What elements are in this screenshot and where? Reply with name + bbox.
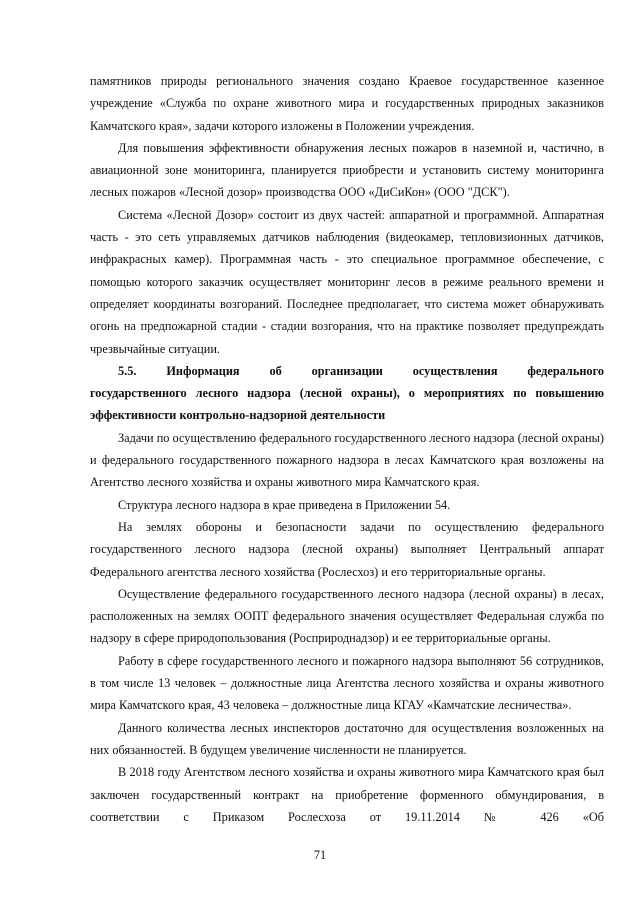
paragraph-7: На землях обороны и безопасности задачи по осуществлению федерального государственного лесного надзора (лесной охраны) выполняет Центральный аппарат Федерального агентства лесного хозяйства (Рослесхоз) и его территориальные органы. xyxy=(90,519,604,579)
heading-word: осуществления xyxy=(412,363,498,378)
paragraph-10: Данного количества лесных инспекторов достаточно для осуществления возложенных на них обязанностей. В будущем увеличение численности не планируется. xyxy=(90,720,604,757)
heading-word: об xyxy=(269,363,282,378)
heading-word: Информация xyxy=(166,363,240,378)
paragraph-6: Структура лесного надзора в крае приведена в Приложении 54. xyxy=(118,497,451,512)
paragraph-11: В 2018 году Агентством лесного хозяйства и охраны животного мира Камчатского края был заключен государственный контракт на приобретение форменного обмундирования, в соответствии с Приказом Рослесхоза от 19.11.2014 № 426 «Об xyxy=(90,765,604,824)
heading-word: федерального xyxy=(527,363,604,378)
section-heading-rest: государственного лесного надзора (лесной охраны), о мероприятиях по повышению эффективности контрольно-надзорной деятельности xyxy=(90,386,604,423)
paragraph-1: памятников природы регионального значения создано Краевое государственное казенное учреждение «Служба по охране животного мира и государственных природных заказников Камчатского края», задачи которого изложены в Положении учреждения. xyxy=(90,74,604,133)
heading-word: организации xyxy=(311,363,383,378)
paragraph-3: Система «Лесной Дозор» состоит из двух частей: аппаратной и программной. Аппаратная часть - это сеть управляемых датчиков наблюдения (видеокамер, тепловизионных датчиков, инфракрасных камер). Программная часть - это специальное программное обеспечение, с помощью которого заказчик осуществляет мониторинг лесов в режиме реального времени и определяет координаты возгораний. Последнее предполагает, что система может обнаруживать огонь на предпожарной стадии - стадии возгорания, что на практике позволяет предупреждать чрезвычайные ситуации. xyxy=(90,207,604,356)
section-heading xyxy=(90,360,604,427)
document-page xyxy=(90,70,604,828)
paragraph-9: Работу в сфере государственного лесного и пожарного надзора выполняют 56 сотрудников, в том числе 13 человек – должностные лица Агентства лесного хозяйства и охраны животного мира Камчатского края, 43 человека – должностные лица КГАУ «Камчатские лесничества». xyxy=(90,653,604,713)
paragraph-5: Задачи по осуществлению федерального государственного лесного надзора (лесной охраны) и федерального государственного пожарного надзора в лесах Камчатского края возложены на Агентство лесного хозяйства и охраны животного мира Камчатского края. xyxy=(90,430,604,490)
paragraph-2: Для повышения эффективности обнаружения лесных пожаров в наземной и, частично, в авиационной зоне мониторинга, планируется приобрести и установить систему мониторинга лесных пожаров «Лесной дозор» производства ООО «ДиСиКон» (ООО "ДСК"). xyxy=(90,140,604,200)
paragraph-8: Осуществление федерального государственного лесного надзора (лесной охраны) в лесах, расположенных на землях ООПТ федерального значения осуществляет Федеральная служба по надзору в сфере природопользования (Росприроднадзор) и ее территориальные органы. xyxy=(90,586,604,646)
section-heading-first-line xyxy=(90,360,604,382)
page-number: 71 xyxy=(313,848,327,862)
section-number: 5.5. xyxy=(118,363,137,378)
